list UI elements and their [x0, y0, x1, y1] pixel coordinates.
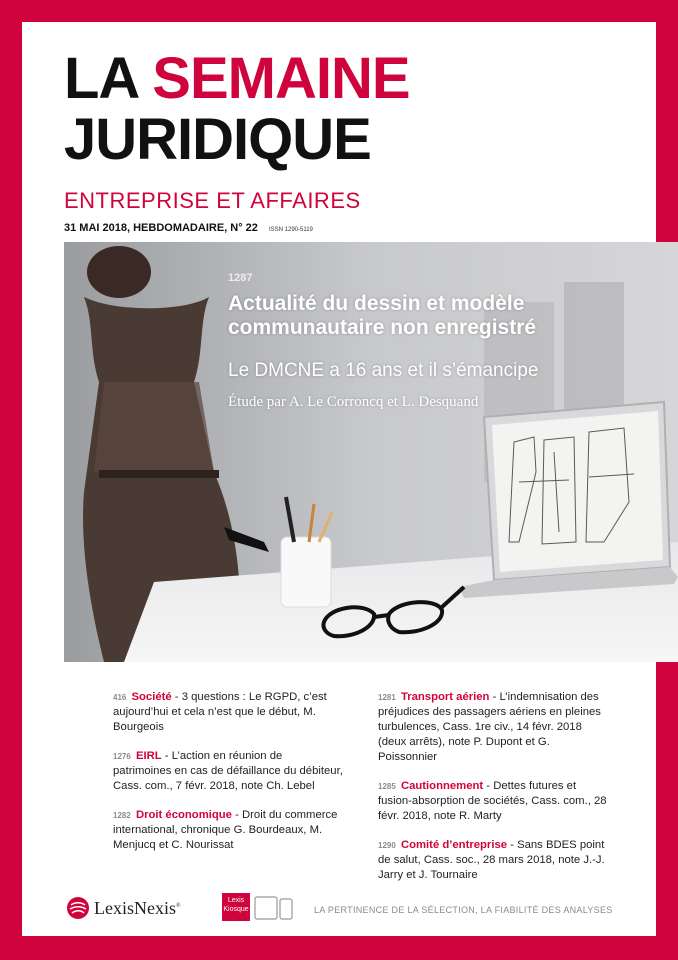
masthead-prefix: LA	[64, 46, 138, 111]
entry-text: - Dettes futures et fusion-absorption de sociétés, Cass. com., 28 févr. 2018, note R. Marty	[378, 780, 607, 822]
entry-text: - L’action en réunion de patrimoines en cas de défaillance du débiteur, Cass. com., 7 févr. 2018, note Ch. Lebel	[113, 750, 343, 792]
cover-story-author: Étude par A. Le Corroncq et L. Desquand	[228, 394, 479, 410]
entry-number: 1285	[378, 782, 396, 791]
entry-topic: Droit économique	[135, 809, 232, 821]
entry-topic: EIRL	[135, 750, 162, 762]
registered-mark-icon: ®	[175, 903, 181, 909]
publisher-logo	[66, 896, 206, 920]
masthead-accent: SEMAINE	[152, 46, 410, 111]
contents-right-column	[378, 690, 608, 897]
contents-entry	[378, 838, 608, 883]
issn: ISSN 1290-5119	[268, 227, 313, 233]
entry-number: 1282	[113, 811, 131, 820]
entry-topic: Transport aérien	[400, 691, 490, 703]
masthead-subtitle: ENTREPRISE ET AFFAIRES	[64, 188, 361, 213]
cover-story-title	[228, 292, 536, 340]
contents-left-column	[113, 690, 343, 867]
cover-story-number: 1287	[228, 272, 253, 284]
kiosque-icon	[222, 893, 250, 921]
red-frame-bottom	[0, 936, 678, 960]
cover-story-title-line2: communautaire non enregistré	[228, 316, 537, 339]
cover-story-title-line1: Actualité du dessin et modèle	[228, 292, 525, 315]
kiosque-line1: Lexis	[227, 897, 245, 904]
issue-date: 31 MAI 2018, HEBDOMADAIRE, N° 22	[64, 222, 258, 234]
contents-entry	[378, 690, 608, 765]
tagline: LA PERTINENCE DE LA SÉLECTION, LA FIABILITÉ DES ANALYSES	[314, 905, 613, 915]
entry-number: 1281	[378, 693, 396, 702]
entry-text: - L’indemnisation des préjudices des passagers aériens en pleines turbulences, Cass. 1re civ., 14 févr. 2018 (deux arrêts), note P. Dupont et G. Poissonnier	[378, 691, 601, 763]
entry-text: - 3 questions : Le RGPD, c’est aujourd’hui et cela n’est que le début, M. Bourgeois	[113, 691, 327, 733]
contents-entry	[378, 779, 608, 824]
lexisnexis-logo-icon	[66, 896, 90, 920]
contents-entry	[113, 808, 343, 853]
entry-topic: Comité d’entreprise	[400, 839, 508, 851]
devices-icon	[254, 895, 294, 921]
issue-info	[64, 222, 313, 234]
cover-story-subtitle: Le DMCNE a 16 ans et il s’émancipe	[228, 360, 539, 381]
entry-text: - Sans BDES point de salut, Cass. soc., 28 mars 2018, note J.-J. Jarry et J. Tournaire	[378, 839, 605, 881]
masthead-line1	[64, 46, 410, 111]
cover-photo	[64, 242, 678, 662]
entry-text: - Droit du commerce international, chronique G. Bourdeaux, M. Menjucq et C. Nourissat	[113, 809, 338, 851]
publisher-name-text: LexisNexis	[94, 898, 176, 918]
entry-number: 1276	[113, 752, 131, 761]
publisher-name	[94, 898, 181, 919]
red-frame-top	[0, 0, 678, 22]
contents-entry	[113, 690, 343, 735]
kiosque-line2: Kiosque	[223, 906, 249, 913]
red-frame-left	[0, 0, 22, 960]
entry-number: 1290	[378, 841, 396, 850]
entry-number: 416	[113, 693, 127, 702]
entry-topic: Société	[131, 691, 172, 703]
entry-topic: Cautionnement	[400, 780, 484, 792]
masthead-line2: JURIDIQUE	[64, 107, 371, 172]
contents-entry	[113, 749, 343, 794]
